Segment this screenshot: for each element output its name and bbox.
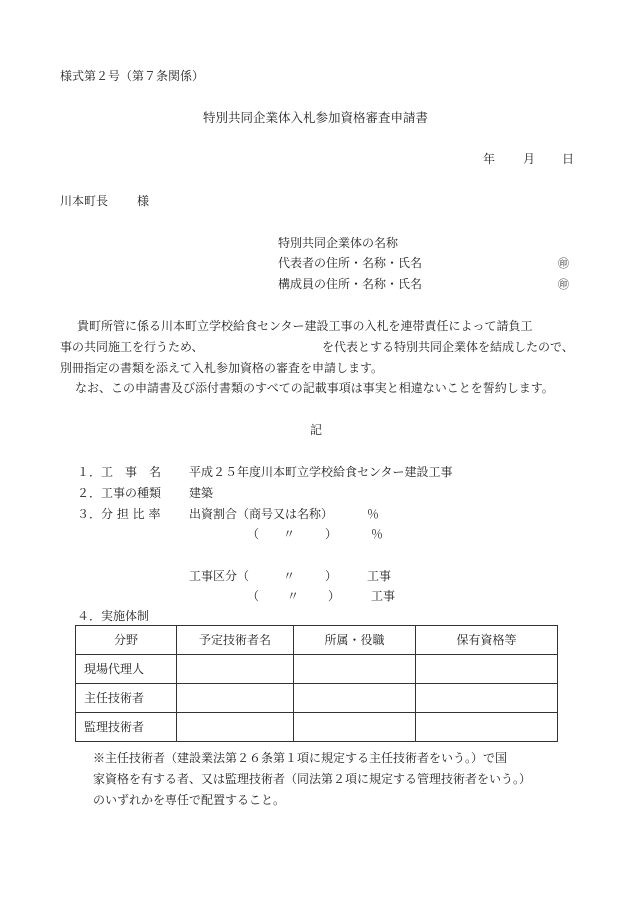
table-cell (177, 684, 294, 713)
body-line-4: なお、この申請書及び添付書類のすべての記載事項は事実と相違ないことを誓約します。 (75, 381, 554, 395)
ki-heading: 記 (310, 423, 323, 437)
section1-close-paren: ） (325, 569, 338, 583)
section2-ditto: 〃 (287, 589, 300, 603)
document-title: 特別共同企業体入札参加資格審査申請書 (203, 110, 429, 125)
note-line-2: 家資格を有する者、又は監理技術者（同法第２項に規定する管理技術者をいう。） (93, 772, 532, 786)
note-line-1: ※主任技術者（建設業法第２６条第１項に規定する主任技術者をいう。）で国 (93, 751, 508, 765)
ratio2-open-paren: （ (247, 527, 260, 541)
section2-open-paren: （ (247, 589, 260, 603)
table-cell (177, 713, 294, 742)
item2-label: ２．工事の種類 (77, 486, 162, 500)
table-cell (294, 713, 416, 742)
addressee-honorific: 様 (137, 194, 150, 208)
table-cell (294, 655, 416, 684)
date-day: 日 (562, 152, 575, 166)
body-line-3: 別冊指定の書類を添えて入札参加資格の審査を申請します。 (60, 361, 384, 375)
item4-label: ４．実施体制 (77, 609, 150, 623)
staffing-table (75, 625, 558, 742)
item1-label: １．工 事 名 (77, 465, 162, 479)
form-number-label: 様式第２号（第７条関係） (60, 69, 205, 83)
date-year: 年 (483, 152, 496, 166)
row-label-supervising-engineer: 監理技術者 (76, 713, 177, 742)
body-line-2b: を代表とする特別共同企業体を結成したので、 (322, 340, 574, 354)
ratio-percent-2: ％ (371, 527, 384, 541)
ratio-label: 出資割合（商号又は名称） (189, 507, 334, 521)
section2-close-paren: ） (328, 589, 341, 603)
header-qualifications: 保有資格等 (416, 626, 558, 655)
table-row (76, 655, 558, 684)
section2-work: 工事 (371, 589, 396, 603)
table-cell (416, 713, 558, 742)
table-cell (294, 684, 416, 713)
table-row (76, 684, 558, 713)
representative-label: 代表者の住所・名称・氏名 (278, 256, 423, 270)
representative-seal: ㊞ (558, 257, 569, 270)
item2-value: 建築 (189, 486, 214, 500)
table-cell (416, 655, 558, 684)
header-planned-engineer: 予定技術者名 (177, 626, 294, 655)
table-row (76, 713, 558, 742)
addressee-name: 川本町長 (60, 194, 109, 208)
member-seal: ㊞ (558, 278, 569, 291)
date-month: 月 (523, 152, 536, 166)
ratio2-ditto: 〃 (283, 527, 296, 541)
table-cell (177, 655, 294, 684)
ratio-percent-1: ％ (367, 507, 380, 521)
member-label: 構成員の住所・名称・氏名 (278, 277, 423, 291)
body-line-2a: 事の共同施工を行うため、 (60, 340, 204, 354)
body-line-1: 貴町所管に係る川本町立学校給食センター建設工事の入札を連帯責任によって請負工 (77, 319, 533, 333)
table-cell (416, 684, 558, 713)
item3-label: ３．分 担 比 率 (77, 507, 161, 521)
section1-work: 工事 (367, 569, 392, 583)
header-affiliation: 所属・役職 (294, 626, 416, 655)
row-label-site-agent: 現場代理人 (76, 655, 177, 684)
ratio2-close-paren: ） (325, 527, 338, 541)
row-label-chief-engineer: 主任技術者 (76, 684, 177, 713)
header-field: 分野 (76, 626, 177, 655)
note-line-3: のいずれかを専任で配置すること。 (93, 793, 286, 807)
section-label: 工事区分（ (189, 569, 250, 583)
section1-ditto: 〃 (283, 569, 296, 583)
table-header-row (76, 626, 558, 655)
item1-value: 平成２５年度川本町立学校給食センター建設工事 (189, 465, 453, 479)
jv-name-label: 特別共同企業体の名称 (278, 236, 399, 250)
